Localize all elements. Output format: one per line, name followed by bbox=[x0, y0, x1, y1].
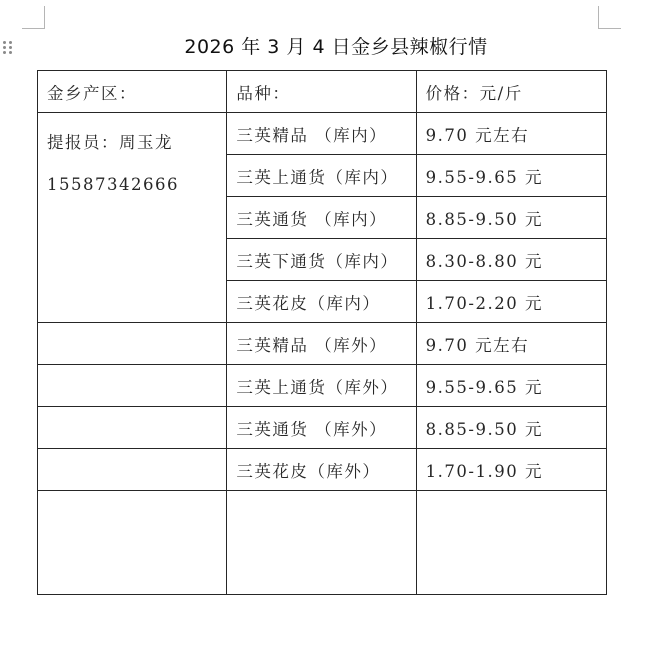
table-row bbox=[38, 407, 607, 449]
header-variety: 品种： bbox=[227, 71, 416, 113]
variety-cell: 三英花皮（库外） bbox=[227, 449, 416, 491]
document-title: 2026 年 3 月 4 日金乡县辣椒行情 bbox=[184, 36, 488, 58]
price-cell: 9.70 元左右 bbox=[416, 113, 606, 155]
reporter-label: 提报员：周玉龙 bbox=[47, 133, 173, 152]
table-row-empty bbox=[38, 491, 607, 595]
variety-cell: 三英花皮（库内） bbox=[227, 281, 416, 323]
region-cell-empty bbox=[38, 365, 227, 407]
header-region: 金乡产区： bbox=[38, 71, 227, 113]
table-row bbox=[38, 449, 607, 491]
price-cell: 9.55-9.65 元 bbox=[416, 155, 606, 197]
price-cell: 8.30-8.80 元 bbox=[416, 239, 606, 281]
header-price: 价格：元/斤 bbox=[416, 71, 606, 113]
region-cell-empty bbox=[38, 407, 227, 449]
price-cell: 1.70-2.20 元 bbox=[416, 281, 606, 323]
empty-cell bbox=[227, 491, 416, 595]
table-row bbox=[38, 323, 607, 365]
price-cell: 9.55-9.65 元 bbox=[416, 365, 606, 407]
price-cell: 9.70 元左右 bbox=[416, 323, 606, 365]
page-corner-top-left bbox=[22, 6, 45, 29]
variety-cell: 三英上通货（库外） bbox=[227, 365, 416, 407]
variety-cell: 三英下通货（库内） bbox=[227, 239, 416, 281]
price-cell: 1.70-1.90 元 bbox=[416, 449, 606, 491]
variety-cell: 三英上通货（库内） bbox=[227, 155, 416, 197]
region-cell-empty bbox=[38, 323, 227, 365]
reporter-phone: 15587342666 bbox=[47, 175, 179, 194]
price-table bbox=[37, 70, 607, 595]
price-cell: 8.85-9.50 元 bbox=[416, 407, 606, 449]
variety-cell: 三英通货 （库外） bbox=[227, 407, 416, 449]
variety-cell: 三英精品 （库外） bbox=[227, 323, 416, 365]
table-header-row bbox=[38, 71, 607, 113]
empty-cell bbox=[416, 491, 606, 595]
table-row bbox=[38, 365, 607, 407]
variety-cell: 三英通货 （库内） bbox=[227, 197, 416, 239]
page-corner-top-right bbox=[598, 6, 621, 29]
empty-cell bbox=[38, 491, 227, 595]
region-cell-empty bbox=[38, 449, 227, 491]
price-cell: 8.85-9.50 元 bbox=[416, 197, 606, 239]
reporter-cell bbox=[38, 113, 227, 323]
table-row bbox=[38, 113, 607, 155]
variety-cell: 三英精品 （库内） bbox=[227, 113, 416, 155]
